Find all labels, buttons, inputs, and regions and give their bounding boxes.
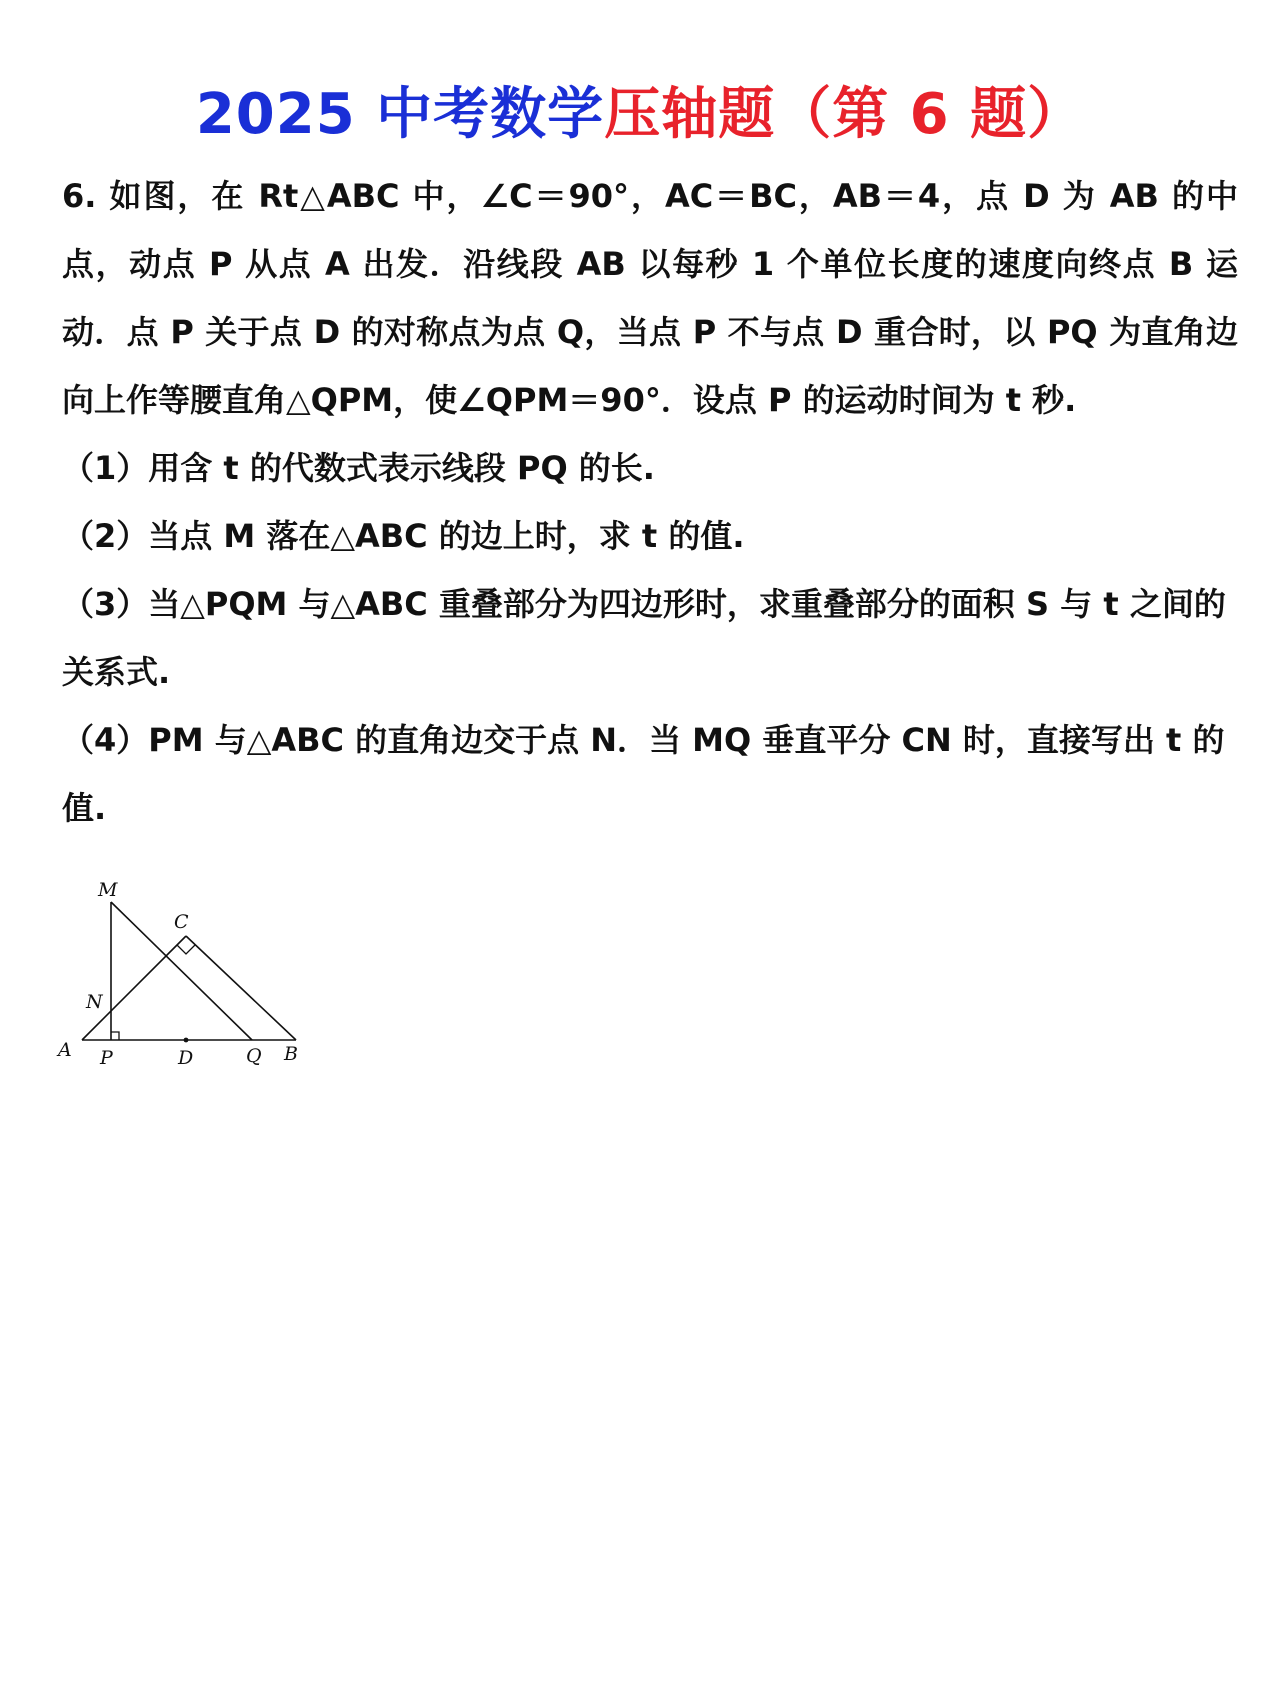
label-m: M bbox=[98, 879, 118, 901]
question-3: （3）当△PQM 与△ABC 重叠部分为四边形时，求重叠部分的面积 S 与 t 之间的关系式. bbox=[62, 585, 1226, 691]
question-1: （1）用含 t 的代数式表示线段 PQ 的长. bbox=[62, 449, 655, 487]
title-year-subject: 2025 中考数学 bbox=[195, 82, 605, 147]
question-2: （2）当点 M 落在△ABC 的边上时，求 t 的值. bbox=[62, 517, 745, 555]
segment-ac bbox=[82, 936, 186, 1040]
label-p: P bbox=[100, 1047, 113, 1069]
label-q: Q bbox=[246, 1045, 262, 1067]
title-problem-type: 压轴题（第 6 题） bbox=[604, 82, 1085, 147]
label-b: B bbox=[284, 1043, 298, 1065]
label-a: A bbox=[58, 1039, 72, 1061]
question-4: （4）PM 与△ABC 的直角边交于点 N．当 MQ 垂直平分 CN 时，直接写出 t 的值. bbox=[62, 721, 1225, 827]
geometry-diagram bbox=[56, 850, 356, 1070]
page-title bbox=[0, 70, 1280, 160]
problem-text bbox=[62, 162, 1238, 842]
segment-bc bbox=[186, 936, 296, 1040]
label-n: N bbox=[86, 991, 103, 1013]
right-angle-mark-c bbox=[177, 945, 195, 954]
label-d: D bbox=[178, 1047, 194, 1069]
point-d bbox=[184, 1038, 189, 1043]
label-c: C bbox=[174, 911, 189, 933]
right-angle-mark-p bbox=[111, 1032, 119, 1040]
problem-stem: 6. 如图，在 Rt△ABC 中，∠C＝90°，AC＝BC，AB＝4，点 D 为 AB 的中点，动点 P 从点 A 出发．沿线段 AB 以每秒 1 个单位长度的速度向终点 B 运动．点 P 关于点 D 的对称点为点 Q，当点 P 不与点 D 重合时，以 PQ 为直角边向上作等腰直角△QPM，使∠QPM＝90°．设点 P 的运动时间为 t 秒. bbox=[62, 177, 1238, 419]
geometry-figure bbox=[56, 850, 356, 1070]
